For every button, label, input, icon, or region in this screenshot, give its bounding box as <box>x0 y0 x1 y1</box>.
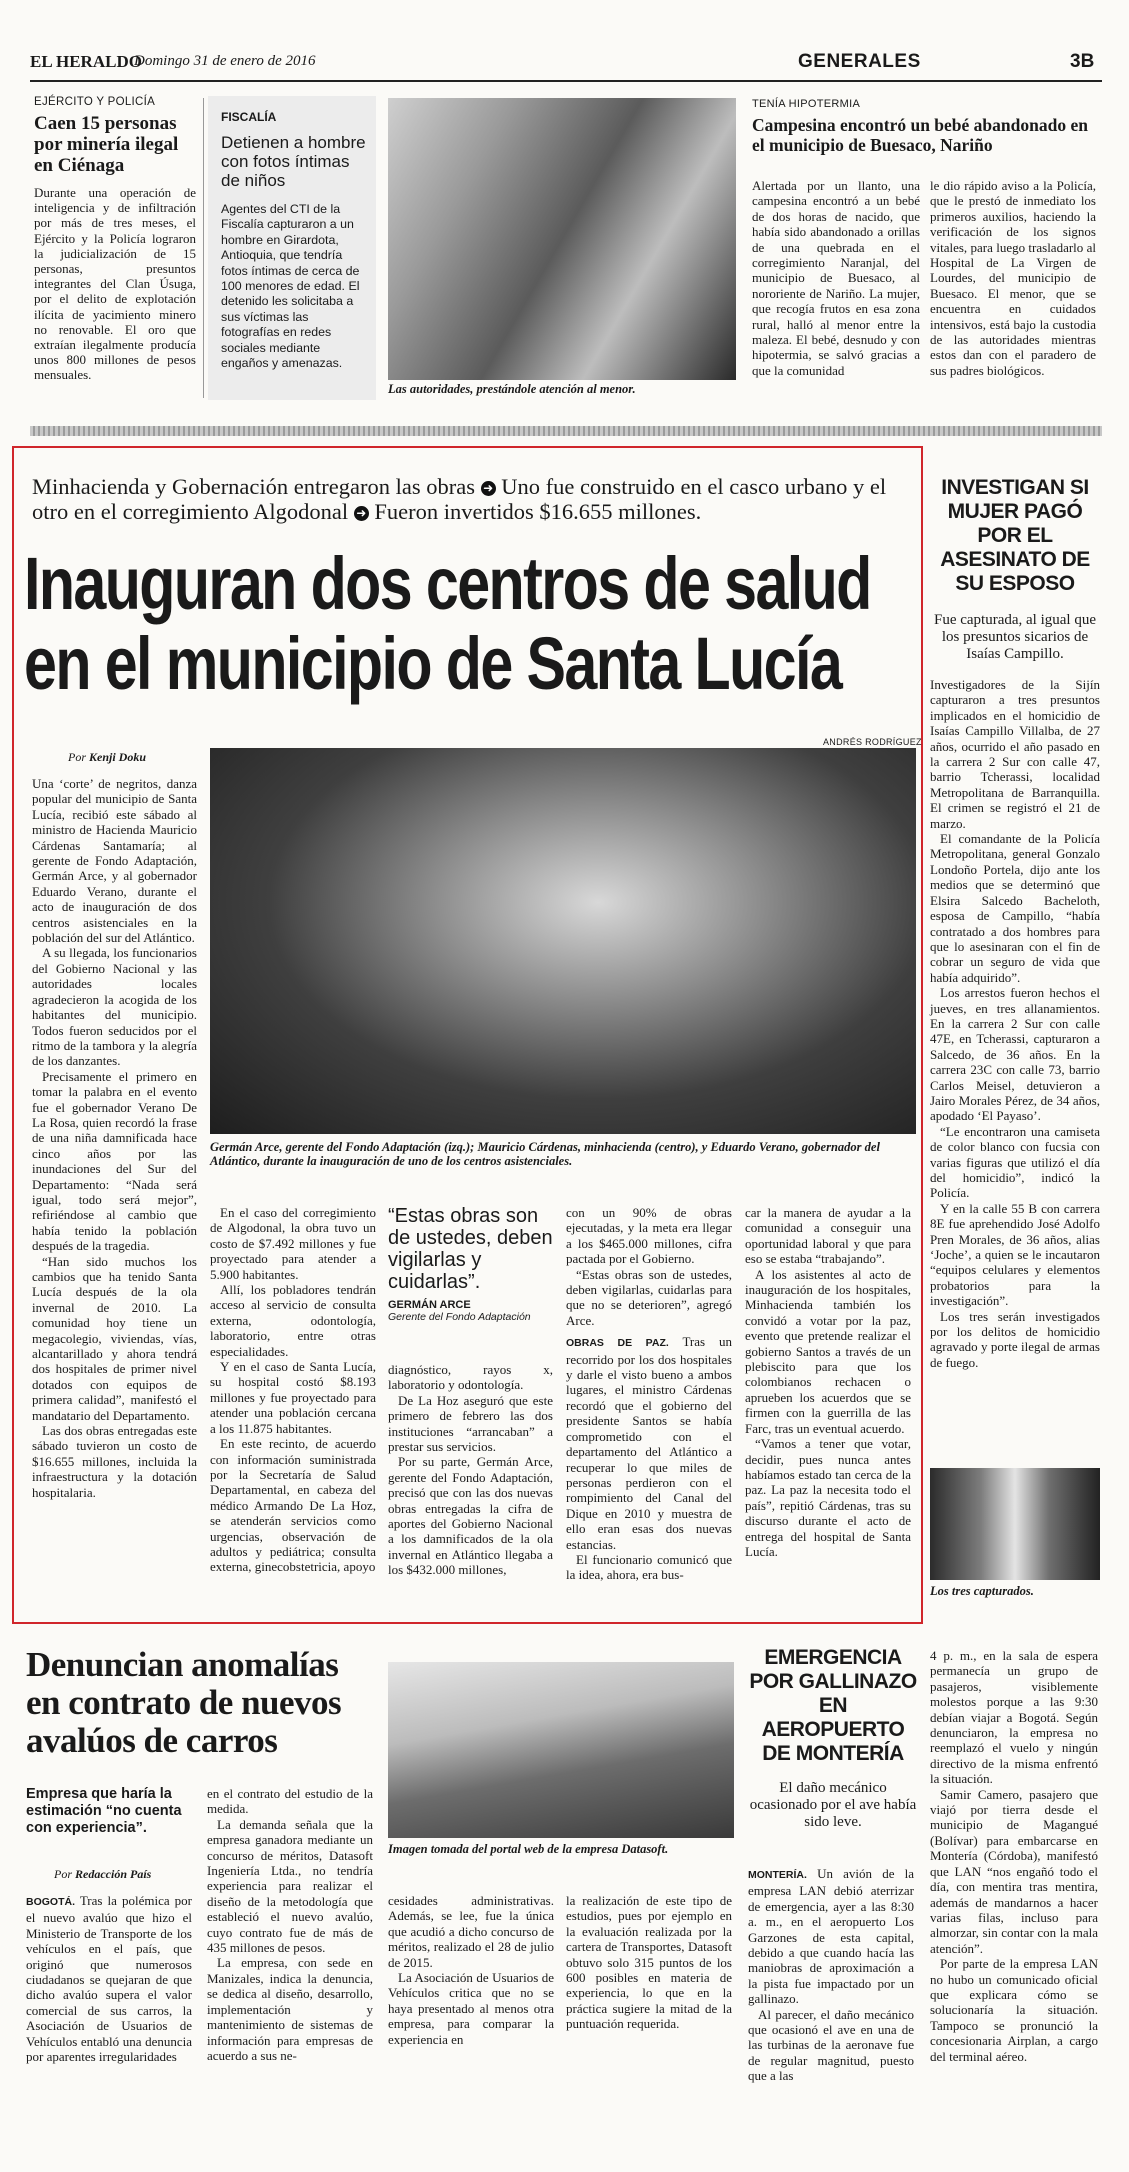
column-divider <box>203 98 204 398</box>
brief-hipotermia <box>752 98 1097 155</box>
photo-credit: ANDRÉS RODRÍGUEZ <box>823 737 922 747</box>
paragraph: En este recinto, de acuerdo con información suministrada por la Secretaría de Salud Departamental, en cabeza del médico Armando De La Hoz, se atenderán servicios como urgencias, observación de adultos y pediátrica; consulta externa, ginecobstetricia, apoyo <box>210 1436 376 1575</box>
paragraph: Por parte de la empresa LAN no hubo un comunicado oficial que explicara cómo se solucionaría la situación. Tampoco se pronunció la concesionaria Airplan, a cargo del terminal aéreo. <box>930 1956 1098 2064</box>
paragraph: El funcionario comunicó que la idea, ahora, era bus- <box>566 1551 732 1583</box>
fiscalia-kicker: FISCALÍA <box>221 110 277 124</box>
avaluos-col-1 <box>26 1893 192 2064</box>
paper-name: EL HERALDO <box>30 52 142 71</box>
avaluos-col-2 <box>207 1786 373 2063</box>
main-deck <box>32 474 912 524</box>
paragraph: Al parecer, el daño mecánico que ocasionó el ave en una de las turbinas de la aeronave fue de regular magnitud, puesto que a las <box>748 2006 914 2084</box>
monteria-story <box>748 1646 918 1831</box>
paragraph: “Le encontraron una camiseta de color blanco con fucsia con varias figuras que utilizó el día del homicidio”, indicó la Policía. <box>930 1123 1100 1201</box>
paragraph: En el caso del corregimiento de Algodonal, la obra tuvo un costo de $7.492 millones y fue proyectado para atender a 5.900 habitantes. <box>210 1205 376 1282</box>
byline-name: Redacción País <box>75 1867 152 1881</box>
page-number: 3B <box>1070 51 1095 72</box>
paragraph: De La Hoz aseguró que este primero de febrero las dos instituciones “arrancaban” a prestar sus servicios. <box>388 1392 553 1455</box>
sidebar-caption: Los tres capturados. <box>930 1584 1034 1598</box>
photo-baby-attention <box>388 98 736 380</box>
avaluos-headline: Denuncian anomalías en contrato de nuevos avalúos de carros <box>26 1645 342 1760</box>
quote-text: “Estas obras son de ustedes, deben vigilarlas y cuidarlas”. <box>388 1205 553 1293</box>
section-name: GENERALES <box>798 51 921 72</box>
byline-prefix: Por <box>68 750 86 764</box>
paragraph: Los tres serán investigados por los delitos de homicidio agravado y porte ilegal de armas de fuego. <box>930 1308 1100 1370</box>
hipotermia-title: Campesina encontró un bebé abandonado en el municipio de Buesaco, Nariño <box>752 115 1088 155</box>
paragraph: la realización de este tipo de estudios, pues por ejemplo en la evaluación realizada por la cartera de Transportes, Datasoft obtuvo solo 315 puntos de los 600 posibles en materia de experiencia, lo que en la práctica sugiere la mitad de la puntuación requerida. <box>566 1893 732 2032</box>
paragraph: El comandante de la Policía Metropolitana, general Gonzalo Londoño Portela, dijo ante los medios que se determinó que Elsira Salcedo Bacheloth, esposa de Campillo, “había contratado a dos hombres para que lo asesinaran con el fin de cobrar un seguro de vida que había adquirido”. <box>930 831 1100 985</box>
paragraph: Allí, los pobladores tendrán acceso al servicio de consulta externa, odontología, laboratorio, entre otras especialidades. <box>210 1282 376 1359</box>
paragraph: 4 p. m., en la sala de espera permanecía un grupo de pasajeros, visiblemente molestos porque a las 9:30 debían viajar a Bogotá. Según denunciaron, la empresa no reemplazó el vuelo y ningún directivo de la misma enfrentó la situación. <box>930 1648 1098 1787</box>
byline-name: Kenji Doku <box>89 750 147 764</box>
paragraph: A los asistentes al acto de inauguración de los hospitales, Minhacienda también los convidó a votar por la paz, evento que pretende realizar el gobierno Santos a través de un plebiscito para que los colombianos rechacen o aprueben los acuerdos que se firmen con la guerrilla de las Farc, tras un eventual acuerdo. <box>745 1266 911 1436</box>
brief-cienaga <box>34 96 196 383</box>
dateline: BOGOTÁ. <box>26 1896 75 1908</box>
paragraph: car la manera de ayudar a la comunidad a conseguir una oportunidad laboral y que para eso se estaba “trabajando”. <box>745 1205 911 1267</box>
byline <box>68 750 146 765</box>
main-col-3 <box>388 1362 553 1578</box>
avaluos-story <box>26 1646 378 1760</box>
header-rule <box>30 80 1102 82</box>
brief-fiscalia <box>208 96 376 400</box>
sidebar-story <box>930 476 1100 1370</box>
paragraph: A su llegada, los funcionarios del Gobierno Nacional y las autoridades locales agradecieron la acogida de los habitantes del municipio. Todos fueron seducidos por el ritmo de la tambora y la alegría de los danzantes. <box>32 945 197 1069</box>
paragraph: La demanda señala que la empresa ganadora mediante un concurso de méritos, Datasoft Ingeniería Ltda., no tendría experiencia para realizar el diseño de la metodología que estableció el nuevo avalúo, cuyo contrato fue de más de 435 millones de pesos. <box>207 1816 373 1956</box>
deck-1: Minhacienda y Gobernación entregaron las obras <box>32 474 475 499</box>
avaluos-byline <box>54 1867 151 1882</box>
paragraph: Investigadores de la Sijín capturaron a tres presuntos implicados en el homicidio de Isaías Campillo Villalba, de 27 años, ocurrido el año pasado en la carrera 2 Sur con calle 47, barrio Tcherassi, localidad Metropolitana de Barranquilla. El crimen se registró el 21 de marzo. <box>930 677 1100 831</box>
arrow-icon: ➜ <box>481 481 496 496</box>
paragraph-text: Tras un recorrido por los dos hospitales y darle el visto bueno a ambos lugares, el ministro Cárdenas recordó que el gobierno del presidente Santos se había comprometido con el departamento del Atlántico a recuperar lo que miles de personas perdieron con el rompimiento del Canal del Dique en 2010 y muestra de ello eran esas dos nuevas estancias. <box>566 1334 732 1552</box>
section-band <box>30 426 1102 436</box>
sidebar-body <box>930 677 1100 1370</box>
monteria-deck: El daño mecánico ocasionado por el ave había sido leve. <box>749 1780 917 1830</box>
avaluos-col-3 <box>388 1893 554 2047</box>
paragraph: La empresa, con sede en Manizales, indica la denuncia, se dedica al diseño, desarrollo, implementación y mantenimiento de sistemas de información para empresas de acuerdo a sus ne- <box>207 1955 373 2063</box>
paragraph-text: Tras la polémica por el nuevo avalúo que hizo el Ministerio de Transporte de los vehículos en el país, que originó que numerosos ciudadanos se quejaran de que dicho avalúo supera el valor comercial de sus carros, la Asociación de Usuarios de Vehículos entabló una denuncia por aparentes irregularidades <box>26 1893 193 2065</box>
paragraph: “Estas obras son de ustedes, deben vigilarlas, cuidarlas para que no se deterioren”, agregó Arce. <box>566 1266 732 1328</box>
hipotermia-col1: Alertada por un llanto, una campesina encontró a un bebé de dos horas de nacido, que había sido abandonado a orillas de una quebrada en el corregimiento Naranjal, del municipio de Buesaco, al nororiente de Nariño. La mujer, que recogía frutos en esa zona rural, halló al menor entre la maleza. El bebé, desnudo y con hipotermia, se salvó gracias a que la comunidad <box>752 178 920 378</box>
paragraph <box>566 1334 732 1552</box>
photo-captured <box>930 1468 1100 1580</box>
deck-3: Fueron invertidos $16.655 millones. <box>374 499 702 524</box>
pull-quote <box>388 1205 553 1323</box>
monteria-col-2 <box>930 1648 1098 2064</box>
brief-body: Durante una operación de inteligencia y de infiltración por más de tres meses, el Ejército y la Policía lograron la judicialización de 15 personas, presuntos integrantes del Clan Úsuga, por el delito de explotación ilícita de yacimiento minero no renovable. El oro que extraían ilegalmente producía unos 800 millones de pesos mensuales. <box>34 185 196 383</box>
avaluos-col-4 <box>566 1893 732 2032</box>
masthead <box>30 48 1102 78</box>
paragraph: Los arrestos fueron hechos el jueves, en tres allanamientos. En la carrera 2 Sur con calle 47E, en Tcherassi, capturaron a Salcedo, de 36 años. En la carrera 23C con calle 73, barrio Carlos Meisel, detuvieron a Jairo Morales Pérez, de 34 años, apodado ‘El Payaso’. <box>930 985 1100 1124</box>
sidebar-headline: INVESTIGAN SI MUJER PAGÓ POR EL ASESINATO DE SU ESPOSO <box>940 476 1090 595</box>
main-headline <box>24 544 924 724</box>
avaluos-deck: Empresa que haría la estimación “no cuenta con experiencia”. <box>26 1786 182 1836</box>
paragraph: “Vamos a tener que votar, decidir, pues nunca antes habíamos estado tan cerca de la paz. La paz la necesita todo el país”, repitió Cárdenas, tras su discurso durante el acto de entrega del hospital de Santa Lucía. <box>745 1436 911 1559</box>
paragraph-text: Un avión de la empresa LAN debió aterrizar de emergencia, ayer a las 8:30 a. m., en el aeropuerto Los Garzones de esta capital, debido a que cuando hacía las maniobras de aproximación a la pista fue impactado por un gallinazo. <box>748 1866 915 2007</box>
fiscalia-title: Detienen a hombre con fotos íntimas de niños <box>221 133 366 190</box>
subhead: OBRAS DE PAZ. <box>566 1337 669 1350</box>
byline-prefix: Por <box>54 1867 72 1881</box>
paragraph: diagnóstico, rayos x, laboratorio y odontología. <box>388 1362 553 1393</box>
headline-line-1: Inauguran dos centros de salud <box>24 544 871 625</box>
paragraph: Y en el caso de Santa Lucía, su hospital costó $8.193 millones y fue proyectado para atender una población cercana a los 11.875 habitantes. <box>210 1359 376 1436</box>
monteria-headline: EMERGENCIA POR GALLINAZO EN AEROPUERTO DE MONTERÍA <box>749 1646 917 1765</box>
main-col-2 <box>210 1205 376 1575</box>
paragraph: Y en la calle 55 B con carrera 8E fue aprehendido José Adolfo Pren Morales, de 36 años, alias ‘Joche’, a quien se le incautaron “equipos celulares y elementos probatorios para la investigación”. <box>930 1200 1100 1309</box>
paragraph: con un 90% de obras ejecutadas, y la meta era llegar a los $465.000 millones, cifra pactada por el Gobierno. <box>566 1205 732 1267</box>
paragraph: Precisamente el primero en tomar la palabra en el evento fue el gobernador Verano De La Rosa, quien recordó la frase de una niña damnificada hace cinco años por las inundaciones del Sur del Departamento: “Nada será igual, todo será mejor”, refiriéndose al cambio que había tenido la población después de la tragedia. <box>32 1068 197 1254</box>
paragraph: Por su parte, Germán Arce, gerente del Fondo Adaptación, precisó que con las dos nuevas obras entregadas la cifra de aportes del Gobierno Nacional a los damnificados de la ola invernal en Atlántico llegaba a los $432.000 millones, <box>388 1454 553 1578</box>
main-photo-caption: Germán Arce, gerente del Fondo Adaptación (izq.); Mauricio Cárdenas, minhacienda (centro), y Eduardo Verano, gobernador del Atlántico, durante la inauguración de uno de los centros asistenciales. <box>210 1140 880 1168</box>
brief-kicker: EJÉRCITO Y POLICÍA <box>34 96 156 108</box>
paragraph: Una ‘corte’ de negritos, danza popular del municipio de Santa Lucía, recibió este sábado al ministro de Hacienda Mauricio Cárdenas Santamaría; al gerente de Fondo Adaptación, Germán Arce, y al gobernador Eduardo Verano, durante el acto de inauguración de dos centros asistenciales en la población del sur del Atlántico. <box>32 776 197 946</box>
arrow-icon: ➜ <box>354 506 369 521</box>
paragraph: Samir Camero, pasajero que viajó por tierra desde el municipio de Magangué (Bolívar) para embarcarse en Montería (Córdoba), manifestó que LAN “nos engañó todo el día, con mentira tras mentira, además de mandarnos a hacer varias filas, incluso para almorzar, sin contar con la mala atención”. <box>930 1786 1098 1956</box>
dateline: MONTERÍA. <box>748 1869 807 1881</box>
paragraph: Las dos obras entregadas este sábado tuvieron un costo de $16.655 millones, incluida la infraestructura y la dotación hospitalaria. <box>32 1423 197 1500</box>
fiscalia-body: Agentes del CTI de la Fiscalía capturaron a un hombre en Girardota, Antioquia, que tendría fotos íntimas de cerca de 100 menores de edad. El detenido les solicitaba a sus víctimas las fotografías en redes sociales mediante engaños y amenazas. <box>221 202 360 371</box>
main-photo <box>210 748 916 1134</box>
photo-caption-top: Las autoridades, prestándole atención al menor. <box>388 382 636 396</box>
hipotermia-col2: le dio rápido aviso a la Policía, que le prestó de inmediato los primeros auxilios, haciendo la verificación de los signos vitales, para luego trasladarlo al Hospital de La Virgen de Lourdes, del municipio de Buesaco. El menor, que se encuentra en cuidados intensivos, está bajo la custodia de las autoridades mientras estos dan con el paradero de sus padres biológicos. <box>930 178 1096 378</box>
photo-datasoft <box>388 1662 734 1838</box>
issue-date: Domingo 31 de enero de 2016 <box>134 53 316 69</box>
paragraph: “Han sido muchos los cambios que ha tenido Santa Lucía después de la ola invernal de 2010. La comunidad hoy tiene un megacolegio, viviendas, vías, alcantarillado y ahora tendrá dos hospitales de primer nivel dotados con equipos de primera calidad”, manifestó el mandatario del Departamento. <box>32 1253 197 1423</box>
paragraph: La Asociación de Usuarios de Vehículos critica que no se haya presentado al menos otra empresa, para comparar la experiencia en <box>388 1970 554 2047</box>
main-col-5 <box>745 1205 911 1559</box>
deck-2: Uno fue construido en el casco urbano y el otro en el corregimiento Algodonal <box>32 474 887 524</box>
avaluos-photo-caption: Imagen tomada del portal web de la empresa Datasoft. <box>388 1842 669 1856</box>
headline-line-2: en el municipio de Santa Lucía <box>24 622 842 705</box>
quote-role: Gerente del Fondo Adaptación <box>388 1311 531 1323</box>
main-col-4 <box>566 1205 732 1583</box>
hipotermia-kicker: TENÍA HIPOTERMIA <box>752 98 861 110</box>
paragraph: en el contrato del estudio de la medida. <box>207 1786 373 1817</box>
quote-name: GERMÁN ARCE <box>388 1299 471 1311</box>
monteria-col-1 <box>748 1866 914 2084</box>
paragraph: cesidades administrativas. Además, se lee, fue la única que acudió a dicho concurso de méritos, realizado el 28 de julio de 2015. <box>388 1893 554 1970</box>
sidebar-deck: Fue capturada, al igual que los presuntos sicarios de Isaías Campillo. <box>933 612 1097 662</box>
brief-title: Caen 15 personas por minería ilegal en Ciénaga <box>34 113 179 176</box>
main-col-1 <box>32 776 197 1500</box>
